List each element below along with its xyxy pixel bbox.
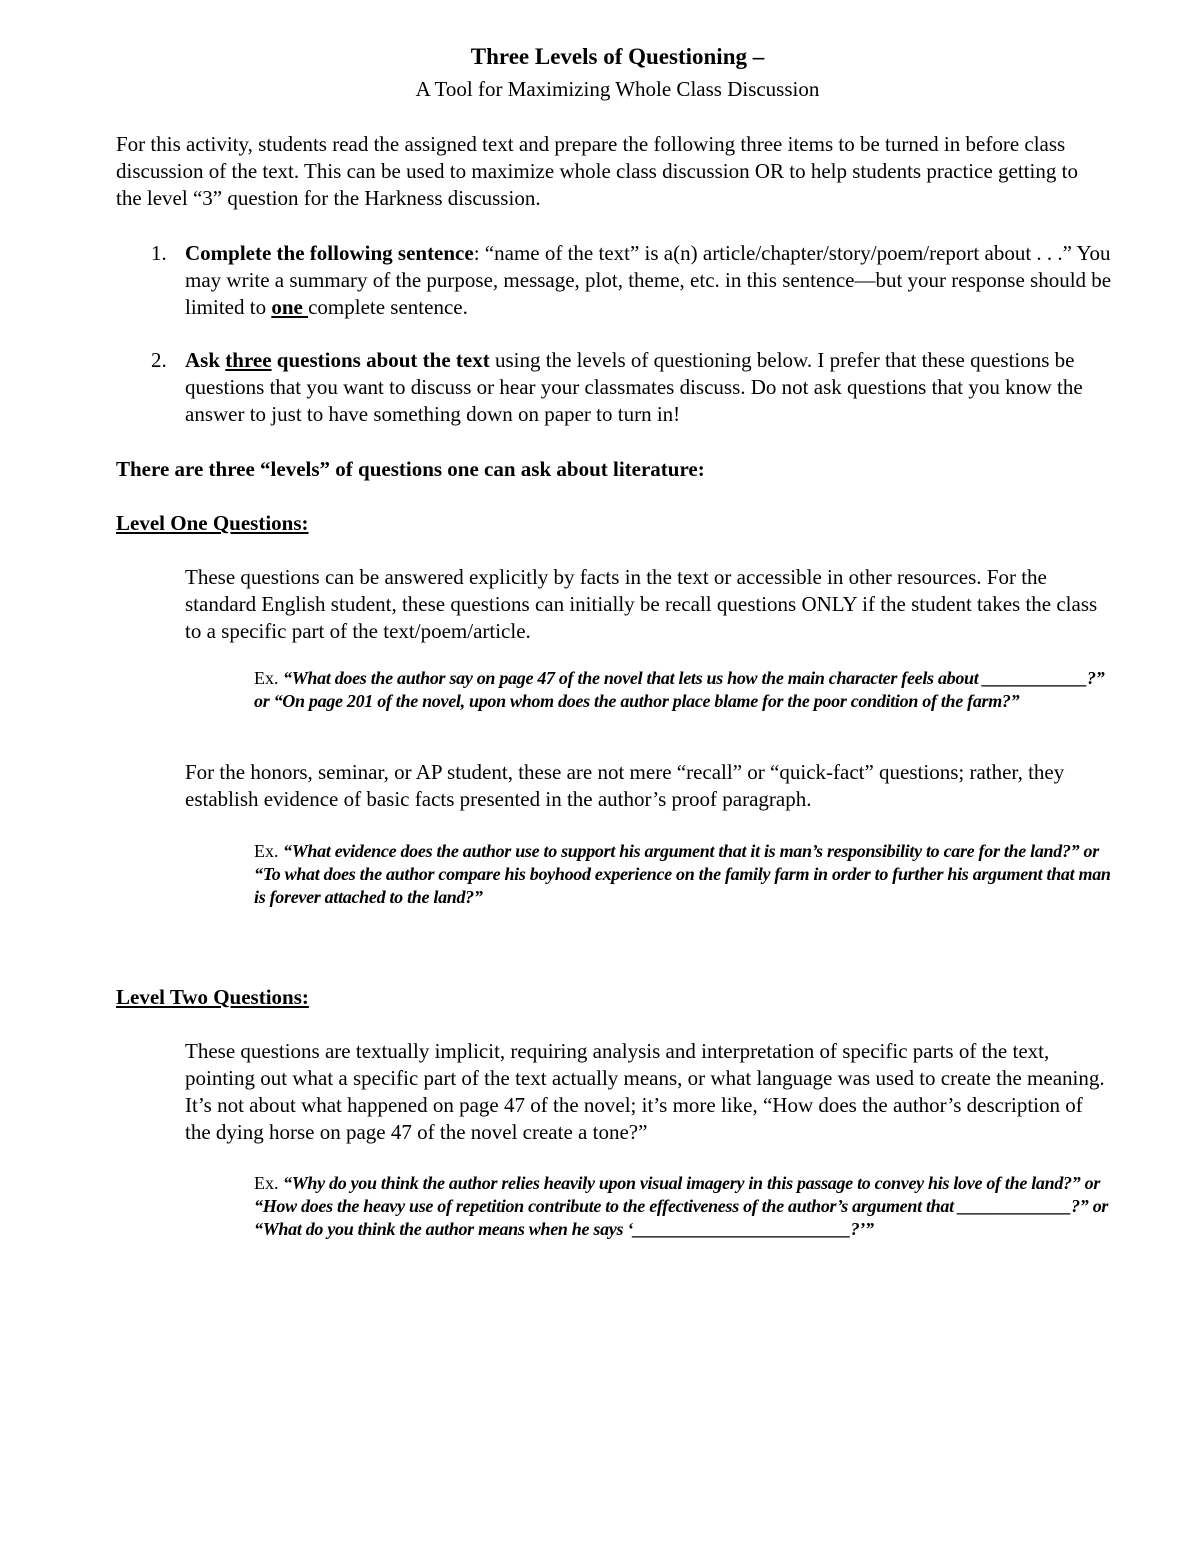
example-text: “Why do you think the author relies heavily upon visual imagery in this passage to convey his love of the land?” or “How does the heavy use of repetition contribute to the effectiveness of the author’s argument that _____________?” or “What do you think the author means when he says ‘_________________________?’” bbox=[254, 1173, 1109, 1239]
item-lead: Complete the following sentence bbox=[185, 241, 474, 265]
example-text: “What does the author say on page 47 of the novel that lets us how the main character feels about ____________?” or “On page 201 of the novel, upon whom does the author place blame for the poor condition of the farm?” bbox=[254, 668, 1105, 711]
list-item-2 bbox=[151, 347, 1095, 428]
item-colon: : bbox=[473, 241, 480, 265]
item-text-end: complete sentence. bbox=[308, 295, 468, 319]
example-prefix: Ex. bbox=[254, 668, 283, 688]
three-levels-statement: There are three “levels” of questions one can ask about literature: bbox=[116, 457, 705, 481]
item-emphasis: one bbox=[271, 295, 309, 319]
level-one-paragraph: These questions can be answered explicitly by facts in the text or accessible in other resources. For the standard English student, these questions can initially be recall questions ONLY if the student takes the class to a specific part of the text/poem/article. bbox=[185, 565, 1098, 643]
item-lead: Ask bbox=[185, 348, 226, 372]
item-lead-end: questions about the text bbox=[271, 348, 490, 372]
list-number: 1. bbox=[151, 241, 167, 265]
page-title: Three Levels of Questioning – bbox=[470, 44, 765, 69]
list-item-1 bbox=[151, 240, 1125, 321]
item-lead-underlined: three bbox=[225, 348, 272, 372]
item-text: “name of the text” is a(n) article/chapter/story/poem/report about . . .” You may write a summary of the purpose, message, plot, theme, etc. in this sentence—but your response should be limited to bbox=[185, 241, 1112, 319]
level-one-heading: Level One Questions: bbox=[116, 511, 309, 535]
level-one-example-1 bbox=[254, 667, 1114, 713]
list-number: 2. bbox=[151, 348, 167, 372]
example-text: “What evidence does the author use to support his argument that it is man’s responsibility to care for the land?” or “To what does the author compare his boyhood experience on the family farm in order to further his argument that man is forever attached to the land?” bbox=[254, 841, 1111, 907]
page-subtitle: A Tool for Maximizing Whole Class Discussion bbox=[415, 77, 820, 101]
level-two-example bbox=[254, 1172, 1114, 1241]
level-two-heading: Level Two Questions: bbox=[116, 985, 309, 1009]
intro-paragraph: For this activity, students read the assigned text and prepare the following three items to be turned in before class discussion of the text. This can be used to maximize whole class discussion OR to help students practice getting to the level “3” question for the Harkness discussion. bbox=[116, 132, 1078, 210]
level-one-honors-paragraph: For the honors, seminar, or AP student, these are not mere “recall” or “quick-fact” questions; rather, they establish evidence of basic facts presented in the author’s proof paragraph. bbox=[185, 760, 1065, 811]
example-prefix: Ex. bbox=[254, 841, 283, 861]
level-one-example-2 bbox=[254, 840, 1114, 909]
example-prefix: Ex. bbox=[254, 1173, 283, 1193]
item-text: using the levels of questioning below. I prefer that these questions be questions that you want to discuss or hear your classmates discuss. Do not ask questions that you know the answer to just to have something down on paper to turn in! bbox=[185, 348, 1083, 426]
level-two-paragraph: These questions are textually implicit, requiring analysis and interpretation of specific parts of the text, pointing out what a specific part of the text actually means, or what language was used to create the meaning. It’s not about what happened on page 47 of the novel; it’s more like, “How does the author’s description of the dying horse on page 47 of the novel create a tone?” bbox=[185, 1039, 1105, 1144]
